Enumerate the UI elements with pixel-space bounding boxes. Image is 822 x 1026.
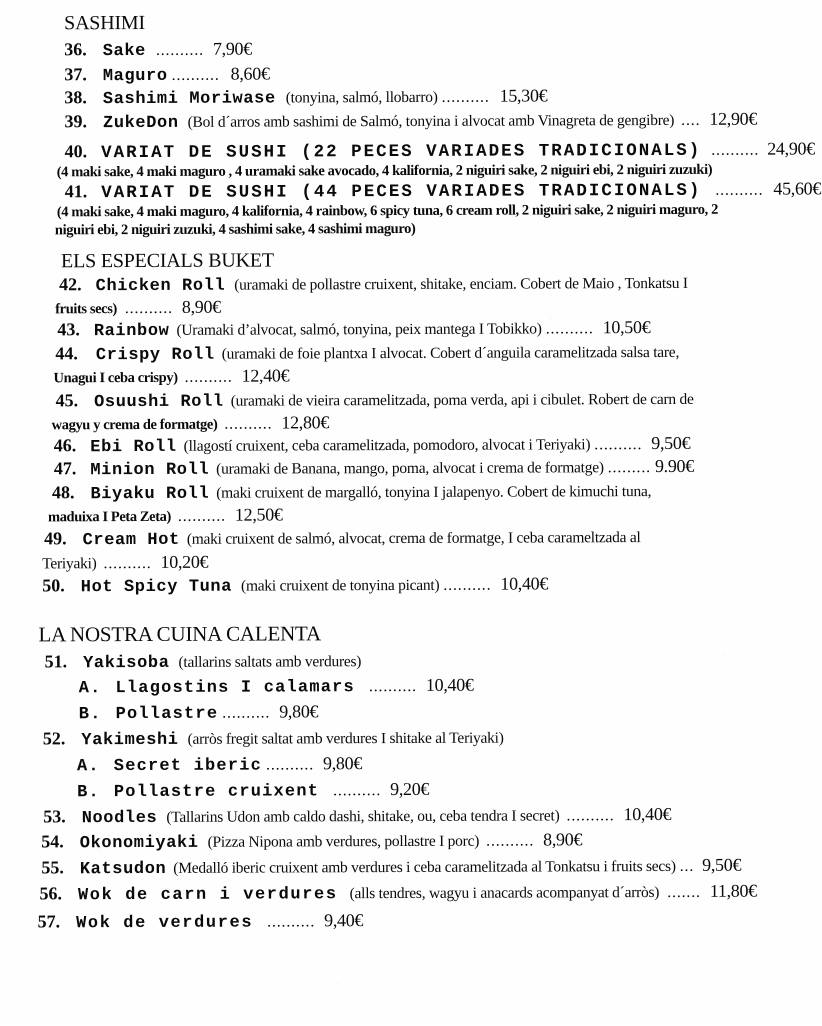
menu-item-38	[64, 85, 547, 109]
item-price: 15,30€	[499, 85, 548, 106]
item-description: (maki cruixent de margalló, tonyina I jalapenyo. Cobert de kimuchi tuna,	[216, 483, 652, 502]
section-title-cuina-calenta: LA NOSTRA CUINA CALENTA	[38, 621, 321, 647]
item-name: Katsudon	[79, 859, 167, 880]
item-name: ZukeDon	[102, 113, 179, 134]
dot-leader: ..........	[184, 368, 233, 386]
menu-item-39	[64, 109, 757, 134]
dot-leader: ..........	[224, 415, 273, 433]
item-price: 12,40€	[241, 365, 290, 386]
menu-item-45	[56, 388, 694, 412]
item-name: Crispy Roll	[95, 345, 215, 366]
item-name: Minion Roll	[90, 460, 210, 481]
menu-item-41-detail-line-1: (4 maki sake, 4 maki maguro, 4 kalifornia, 4 rainbow, 6 spicy tuna, 6 cream roll, 2 niguiri sake, 2 niguiri maguro, 2	[56, 201, 718, 221]
menu-item-49-cont	[42, 552, 208, 574]
item-number: 51.	[44, 651, 68, 672]
item-name: Okonomiyaki	[79, 833, 199, 854]
item-description: (arròs fregit saltat amb verdures I shitake al Teriyaki)	[187, 729, 504, 748]
section-title-especials-buket: ELS ESPECIALS BUKET	[60, 249, 274, 273]
item-number: 38.	[64, 87, 87, 108]
dot-leader: ..........	[711, 141, 760, 159]
subitem-price: 9,80€	[322, 753, 363, 774]
item-name: Biyaku Roll	[90, 484, 210, 505]
subitem-letter: A.	[78, 679, 102, 699]
menu-item-53	[43, 804, 671, 828]
menu-item-51	[45, 650, 362, 673]
menu-item-42-cont	[55, 297, 221, 319]
item-price: 12,90€	[709, 108, 758, 129]
menu-item-49	[44, 526, 641, 550]
item-price: 10,50€	[602, 317, 651, 338]
menu-item-36	[64, 39, 252, 62]
dot-leader: ..........	[267, 913, 316, 931]
menu-item-44	[55, 341, 679, 365]
menu-subitem-52-b	[77, 779, 429, 802]
item-number: 46.	[53, 435, 77, 456]
dot-leader: ...	[679, 857, 695, 875]
item-description: (tallarins saltats amb verdures)	[178, 653, 362, 671]
item-name: VARIAT DE SUSHI (44 PECES VARIADES TRADICIONALS)	[101, 180, 702, 204]
item-name: Osuushi Roll	[94, 392, 224, 413]
dot-leader: ..........	[566, 807, 615, 825]
subitem-letter: A.	[76, 757, 100, 777]
dot-leader: ..........	[177, 507, 226, 525]
item-name: Sashimi Moriwase	[102, 89, 276, 110]
dot-leader: ..........	[486, 832, 535, 850]
dot-leader: ..........	[265, 756, 315, 774]
menu-item-40-detail: (4 maki sake, 4 maki maguro , 4 uramaki sake avocado, 4 kalifornia, 2 niguiri sake, 2 niguiri ebi, 2 niguiri zuzuki)	[56, 161, 713, 181]
item-price: 10,20€	[160, 551, 209, 572]
item-description: (Bol d´arros amb sashimi de Salmó, tonyina i alvocat amb Vinagreta de gengibre)	[187, 111, 675, 131]
item-description: (maki cruixent de tonyina picant)	[240, 576, 440, 595]
item-number: 56.	[39, 883, 62, 904]
subitem-name: Pollastre	[115, 704, 219, 725]
menu-item-55	[41, 855, 741, 880]
item-description: (uramaki de Banana, mango, poma, alvocat i crema de formatge)	[216, 459, 604, 478]
item-price: 9,40€	[324, 910, 364, 931]
item-description-cont: fruits secs)	[55, 301, 117, 318]
dot-leader: ..........	[443, 576, 492, 594]
subitem-name: Pollastre cruixent	[113, 782, 320, 803]
item-price: 12,80€	[281, 412, 330, 433]
dot-leader: ..........	[222, 704, 271, 722]
dot-leader: ..........	[124, 299, 173, 318]
item-number: 43.	[57, 319, 80, 340]
item-description: (Uramaki d’alvocat, salmó, tonyina, peix mantega I Tobikko)	[176, 320, 542, 339]
dot-leader: ..........	[155, 41, 204, 59]
menu-subitem-51-b	[79, 701, 319, 724]
item-description: (llagostí cruixent, ceba caramelitzada, pomodoro, alvocat i Teriyaki)	[183, 436, 591, 455]
item-description: (uramaki de pollastre cruixent, shitake, enciam. Cobert de Maio , Tonkatsu I	[234, 274, 688, 294]
item-name: Rainbow	[93, 321, 170, 342]
menu-item-50	[42, 573, 548, 597]
item-number: 36.	[64, 39, 87, 60]
item-price: 9,50€	[702, 854, 742, 875]
item-number: 47.	[53, 458, 77, 479]
item-price: 9,50€	[651, 432, 691, 454]
item-name: Cream Hot	[82, 530, 180, 551]
menu-item-42	[59, 272, 688, 296]
menu-item-41-detail-line-2: niguiri ebi, 2 niguiri zuzuki, 4 sashimi sake, 4 sashimi maguro)	[54, 220, 416, 239]
item-description-cont: Teriyaki)	[42, 555, 97, 573]
item-price: 45,60€	[773, 178, 822, 199]
item-name: Wok de carn i verdures	[77, 885, 338, 906]
subitem-price: 9,20€	[390, 778, 430, 800]
item-name: Chicken Roll	[95, 276, 226, 297]
item-description: (uramaki de vieira caramelitzada, poma verda, api i cibulet. Robert de carn de	[230, 390, 694, 410]
dot-leader: ....	[681, 111, 701, 129]
item-name: Noodles	[81, 808, 158, 829]
item-description: (maki cruixent de salmó, alvocat, crema de formatge, I ceba carameltzada al	[186, 529, 641, 548]
item-number: 55.	[41, 857, 64, 878]
menu-item-48	[52, 480, 651, 504]
item-description: (uramaki de foie plantxa I alvocat. Cobert d´anguila caramelitzada salsa tare,	[221, 343, 680, 363]
subitem-price: 9,80€	[279, 701, 319, 722]
item-price: 8,60€	[230, 63, 270, 84]
item-name: Sake	[102, 41, 146, 62]
menu-item-37	[64, 63, 269, 86]
item-number: 45.	[55, 390, 79, 411]
dot-leader: ..........	[594, 436, 643, 454]
item-name: Yakimeshi	[81, 730, 179, 751]
dot-leader: .......	[667, 883, 701, 901]
menu-item-52	[43, 727, 504, 751]
item-price: 8,90€	[543, 829, 583, 850]
menu-item-44-cont	[53, 365, 289, 387]
item-price: 9.90€	[654, 455, 694, 477]
item-name: Hot Spicy Tuna	[80, 577, 233, 598]
item-description: (Tallarins Udon amb caldo dashi, shitake, ou, ceba tendra I secret)	[166, 807, 560, 826]
menu-item-48-cont	[48, 504, 283, 526]
item-name: Yakisoba	[83, 653, 170, 674]
item-number: 37.	[64, 64, 87, 85]
dot-leader: ..........	[171, 66, 220, 84]
item-price: 8,90€	[181, 296, 221, 317]
subitem-price: 10,40€	[425, 674, 474, 695]
item-price: 10,40€	[500, 573, 549, 594]
menu-item-47	[54, 456, 694, 480]
menu-item-43	[57, 317, 650, 341]
menu-item-46	[54, 433, 691, 457]
item-description-cont: maduixa I Peta Zeta)	[47, 508, 171, 526]
menu-item-41	[65, 178, 821, 203]
dot-leader: ..........	[715, 181, 764, 199]
item-number: 53.	[43, 806, 66, 827]
item-name: VARIAT DE SUSHI (22 PECES VARIADES TRADICIONALS)	[101, 140, 702, 164]
subitem-letter: B.	[78, 705, 102, 725]
item-number: 39.	[64, 111, 88, 132]
item-description: (alls tendres, wagyu i anacards acompanyat d´arròs)	[349, 884, 660, 903]
item-description-cont: wagyu y crema de formatge)	[51, 416, 218, 434]
item-number: 50.	[42, 575, 65, 596]
item-price: 7,90€	[212, 38, 252, 59]
menu-item-57	[38, 910, 364, 933]
subitem-name: Llagostins I calamars	[115, 678, 355, 699]
menu-subitem-52-a	[77, 753, 362, 776]
menu-item-54	[41, 829, 582, 853]
dot-leader: ..........	[441, 88, 490, 106]
item-description-cont: Unagui I ceba crispy)	[53, 369, 178, 387]
menu-item-45-cont	[52, 412, 329, 434]
item-number: 48.	[51, 482, 75, 503]
item-number: 41.	[64, 181, 88, 202]
item-name: Maguro	[102, 66, 168, 87]
menu-subitem-51-a	[79, 675, 474, 699]
item-number: 57.	[37, 911, 61, 932]
subitem-letter: B.	[77, 783, 100, 803]
item-number: 54.	[41, 831, 64, 852]
menu-item-40	[65, 138, 815, 163]
item-number: 42.	[59, 274, 82, 295]
item-price: 24,90€	[767, 138, 815, 159]
dot-leader: ..........	[545, 320, 594, 338]
item-name: Ebi Roll	[90, 437, 177, 458]
item-price: 10,40€	[623, 803, 672, 825]
section-title-sashimi: SASHIMI	[64, 11, 146, 35]
dot-leader: ..........	[103, 554, 152, 573]
item-number: 44.	[55, 343, 78, 364]
item-name: Wok de verdures	[76, 913, 254, 934]
item-number: 52.	[42, 728, 66, 749]
item-description: (Pizza Nipona amb verdures, pollastre I porc)	[207, 832, 480, 851]
item-price: 12,50€	[234, 504, 283, 525]
menu-item-56	[39, 881, 756, 906]
item-number: 49.	[44, 528, 67, 549]
item-description: (Medalló iberic cruixent amb verdures i ceba caramelitzada al Tonkatsu i fruits secs)	[173, 857, 676, 877]
item-description: (tonyina, salmó, llobarro)	[285, 88, 438, 107]
dot-leader: ..........	[333, 782, 382, 800]
item-price: 11,80€	[709, 880, 757, 901]
item-number: 40.	[64, 141, 88, 162]
subitem-name: Secret iberic	[113, 756, 263, 777]
dot-leader: ..........	[368, 677, 417, 696]
dot-leader: .........	[607, 459, 651, 477]
